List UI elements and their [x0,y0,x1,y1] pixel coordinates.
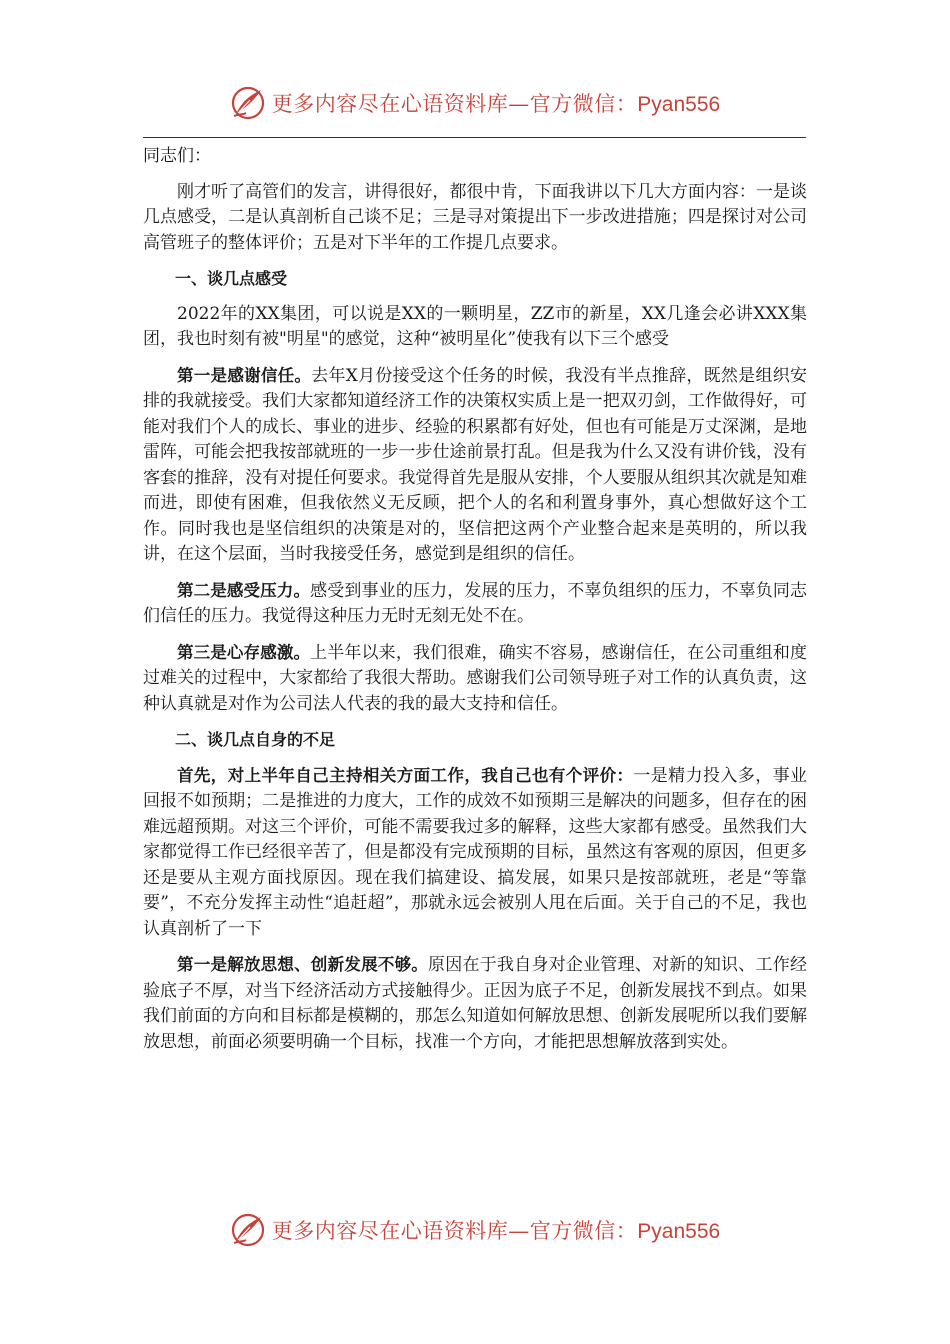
header-banner-text: 更多内容尽在心语资料库—官方微信：Pyan556 [271,92,721,116]
paragraph-gratitude-body: 上半年以来，我们很难，确实不容易，感谢信任，在公司重组和度过难关的过程中，大家都给了我很大帮助。感谢我们公司领导班子对工作的认真负责，这种认真就是对作为公司法人代表的我的最大支持和信任。 [143,642,808,714]
paragraph-gratitude-lead: 第三是心存感激。 [177,642,311,662]
paragraph-pressure-lead: 第二是感受压力。 [177,580,311,600]
section-heading-2: 二、谈几点自身的不足 [175,730,336,749]
salutation: 同志们： [143,146,211,166]
footer-banner-text: 更多内容尽在心语资料库—官方微信：Pyan556 [271,1219,721,1243]
paragraph-innovation [143,952,807,1055]
paragraph-trust [143,363,807,568]
header-banner-handle: Pyan556 [637,93,721,116]
footer-banner-handle: Pyan556 [637,1220,721,1243]
paragraph-gratitude [143,640,807,718]
paragraph-trust-lead: 第一是感谢信任。 [177,365,312,385]
paragraph-pressure [143,578,807,630]
footer-banner [0,1208,950,1252]
quill-pen-logo-icon [230,85,266,121]
header-divider [143,137,806,138]
paragraph-trust-body: 去年X月份接受这个任务的时候，我没有半点推辞，既然是组织安排的我就接受。我们大家都知道经济工作的决策权实质上是一把双刃剑，工作做得好，可能对我们个人的成长、事业的进步、经验的积累都有好处，但也有可能是万丈深渊，是地雷阵，可能会把我按部就班的一步一步仕途前景打乱。但是我为什么又没有讲价钱，没有客套的推辞，没有对提任何要求。我觉得首先是服从安排，个人要服从组织其次就是知难而进，即使有困难，但我依然义无反顾，把个人的名和利置身事外，真心想做好这个工作。同时我也是坚信组织的决策是对的，坚信把这两个产业整合起来是英明的，所以我讲，在这个层面，当时我接受任务，感觉到是组织的信任。 [143,365,807,564]
document-body [143,144,807,1065]
paragraph-self-evaluation-lead: 首先，对上半年自己主持相关方面工作，我自己也有个评价： [177,765,634,785]
paragraph-innovation-body: 原因在于我自身对企业管理、对新的知识、工作经验底子不厚，对当下经济活动方式接触得少。正因为底子不足，创新发展找不到点。如果我们前面的方向和目标都是模糊的，那怎么知道如何解放思想、创新发展呢所以我们要解放思想，前面必须要明确一个目标，找准一个方向，才能把思想解放落到实处。 [143,955,808,1052]
section1-intro-paragraph: 2022年的XX集团，可以说是XX的一颗明星，ZZ市的新星，XX几逢会必讲XXX集团，我也时刻有被"明星"的感觉，这种“被明星化”使我有以下三个感受 [143,303,807,349]
paragraph-self-evaluation [143,763,807,943]
header-banner [0,81,950,125]
paragraph-self-evaluation-body: 一是精力投入多，事业回报不如预期；二是推进的力度大，工作的成效不如预期三是解决的问题多，但存在的困难远超预期。对这三个评价，可能不需要我过多的解释，这些大家都有感受。虽然我们大家都觉得工作已经很辛苦了，但是都没有完成预期的目标，虽然这有客观的原因，但更多还是要从主观方面找原因。现在我们搞建设、搞发展，如果只是按部就班，老是“等靠要”，不充分发挥主动性“追赶超”，那就永远会被别人甩在后面。关于自己的不足，我也认真剖析了一下 [143,765,807,939]
paragraph-pressure-body: 感受到事业的压力，发展的压力，不辜负组织的压力，不辜负同志们信任的压力。我觉得这种压力无时无刻无处不在。 [143,580,808,626]
section-heading-1: 一、谈几点感受 [175,269,288,288]
intro-paragraph: 刚才听了高管们的发言，讲得很好，都很中肯，下面我讲以下几大方面内容：一是谈几点感受，二是认真剖析自己谈不足；三是寻对策提出下一步改进措施；四是探讨对公司高管班子的整体评价；五是对下半年的工作提几点要求。 [143,181,807,253]
quill-pen-logo-icon [230,1212,266,1248]
paragraph-innovation-lead: 第一是解放思想、创新发展不够。 [177,955,429,974]
